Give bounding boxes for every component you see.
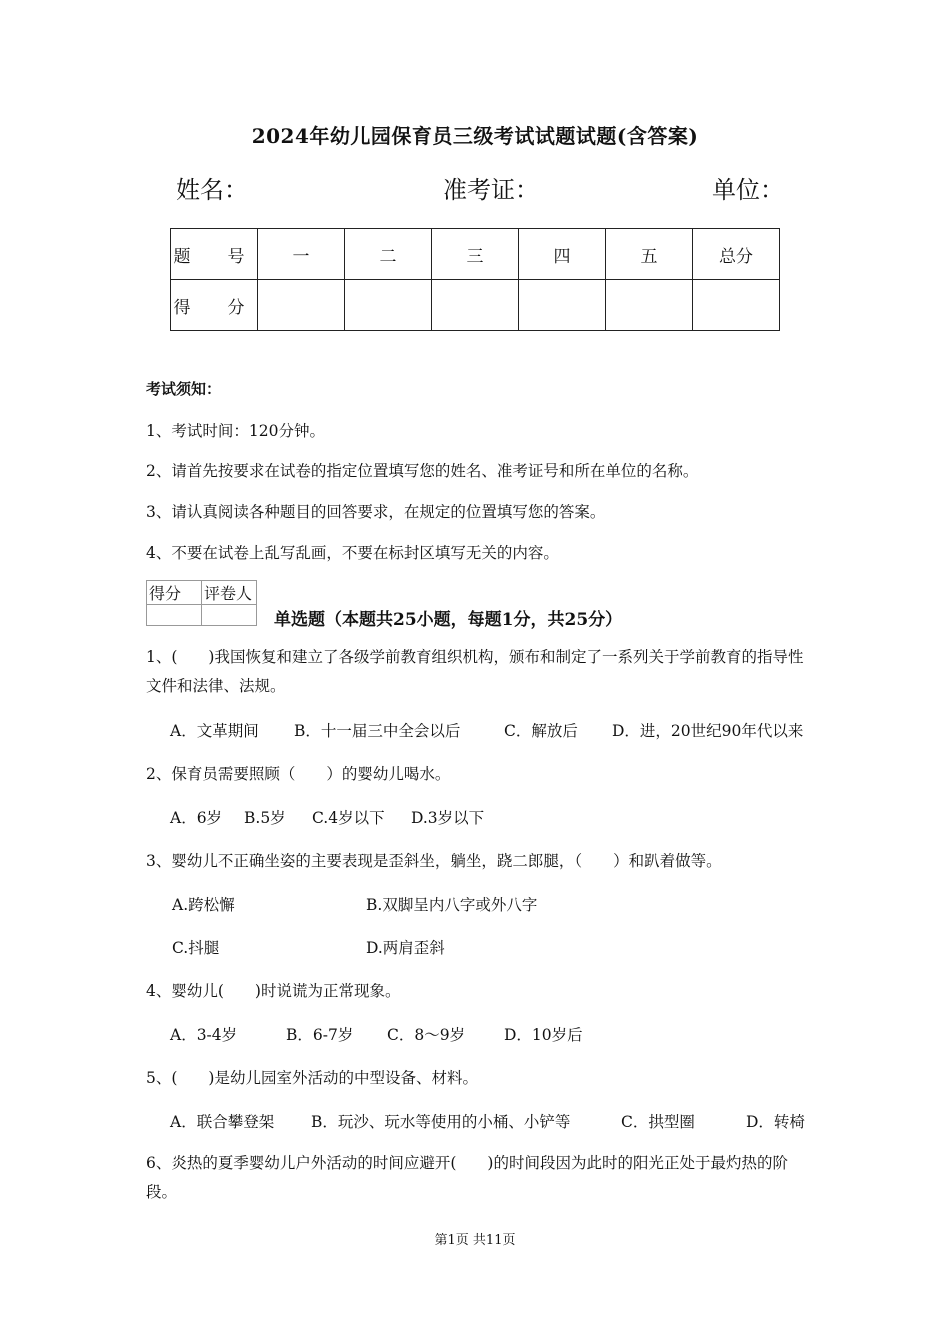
score-table-header-cell: 总分: [693, 229, 780, 280]
score-cell[interactable]: [693, 280, 780, 331]
section-title: 单选题（本题共25小题，每题1分，共25分）: [274, 610, 623, 630]
page-title: 2024年幼儿园保育员三级考试试题试题(含答案): [251, 124, 699, 148]
answer-option[interactable]: D．转椅: [746, 1113, 805, 1131]
score-table-header-cell: 四: [519, 229, 606, 280]
score-table-header-cell: 二: [345, 229, 432, 280]
answer-option[interactable]: A．文革期间: [170, 722, 259, 740]
notice-item: 4、不要在试卷上乱写乱画，不要在标封区填写无关的内容。: [146, 544, 559, 562]
notice-item: 2、请首先按要求在试卷的指定位置填写您的姓名、准考证号和所在单位的名称。: [146, 462, 699, 480]
answer-option[interactable]: B.5岁: [244, 809, 286, 827]
question-stem: 2、保育员需要照顾（ ）的婴幼儿喝水。: [146, 765, 451, 783]
answer-option[interactable]: A．3-4岁: [170, 1026, 238, 1044]
notice-item: 3、请认真阅读各种题目的回答要求，在规定的位置填写您的答案。: [146, 503, 606, 521]
page-footer: 第1页 共11页: [434, 1233, 516, 1248]
answer-option[interactable]: A．联合攀登架: [170, 1113, 275, 1131]
answer-option[interactable]: C．8～9岁: [387, 1026, 466, 1044]
answer-option[interactable]: B．玩沙、玩水等使用的小桶、小铲等: [311, 1113, 571, 1131]
notice-item: 1、考试时间：120分钟。: [146, 422, 325, 440]
answer-option[interactable]: C.抖腿: [172, 939, 220, 957]
answer-option[interactable]: B．十一届三中全会以后: [294, 722, 461, 740]
score-table-score-row: [171, 280, 780, 331]
score-table-header-cell: 一: [258, 229, 345, 280]
answer-option[interactable]: D.3岁以下: [411, 809, 485, 827]
grader-score-cell[interactable]: [147, 605, 202, 626]
question-stem: 1、( )我国恢复和建立了各级学前教育组织机构，颁布和制定了一系列关于学前教育的指导性文件和法律、法规。: [146, 648, 804, 695]
answer-option[interactable]: A.跨松懈: [172, 896, 235, 914]
score-cell[interactable]: [432, 280, 519, 331]
answer-option[interactable]: C．解放后: [504, 722, 578, 740]
exam-id-label: 准考证：: [443, 176, 539, 204]
question-stem: 3、婴幼儿不正确坐姿的主要表现是歪斜坐，躺坐，跷二郎腿，（ ）和趴着做等。: [146, 852, 722, 870]
answer-option[interactable]: D．进，20世纪90年代以来: [612, 722, 804, 740]
unit-label: 单位：: [712, 176, 784, 204]
score-cell[interactable]: [345, 280, 432, 331]
answer-option[interactable]: A．6岁: [170, 809, 223, 827]
score-table-header-cell: 五: [606, 229, 693, 280]
score-table-header-row: [171, 229, 780, 280]
answer-option[interactable]: D．10岁后: [504, 1026, 583, 1044]
answer-option[interactable]: C.4岁以下: [312, 809, 385, 827]
name-label: 姓名：: [176, 176, 248, 204]
grader-score-label: 得分: [147, 581, 202, 605]
score-table-header-cell: 三: [432, 229, 519, 280]
question-stem: 5、( )是幼儿园室外活动的中型设备、材料。: [146, 1069, 478, 1087]
grader-reviewer-label: 评卷人: [202, 581, 257, 605]
score-table-header-cell: 题 号: [171, 229, 258, 280]
answer-option[interactable]: B.双脚呈内八字或外八字: [366, 896, 538, 914]
answer-option[interactable]: C．拱型圈: [621, 1113, 695, 1131]
notice-title: 考试须知：: [146, 380, 222, 398]
score-cell[interactable]: [258, 280, 345, 331]
answer-option[interactable]: D.两肩歪斜: [366, 939, 445, 957]
grader-reviewer-cell[interactable]: [202, 605, 257, 626]
score-cell[interactable]: [606, 280, 693, 331]
score-table: [170, 228, 780, 331]
score-cell[interactable]: [519, 280, 606, 331]
question-stem: 4、婴幼儿( )时说谎为正常现象。: [146, 982, 401, 1000]
question-stem: 6、炎热的夏季婴幼儿户外活动的时间应避开( )的时间段因为此时的阳光正处于最灼热的阶段。: [146, 1154, 788, 1201]
score-row-label: 得 分: [171, 280, 258, 331]
grader-box: [146, 580, 257, 626]
answer-option[interactable]: B．6-7岁: [286, 1026, 354, 1044]
